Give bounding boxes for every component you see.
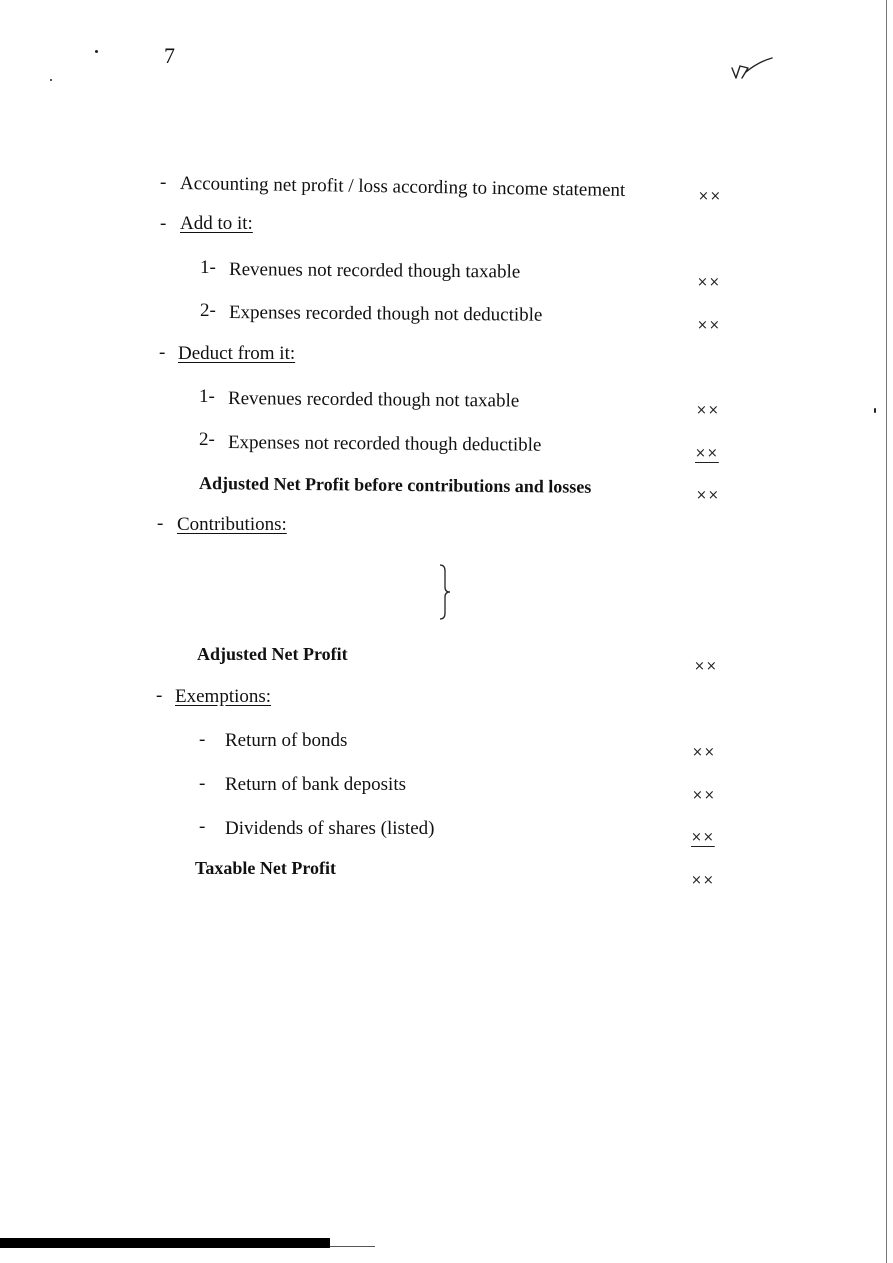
add-item-1-label: Revenues not recorded though taxable xyxy=(228,259,521,283)
exemption-item-2-label: Return of bank deposits xyxy=(225,774,407,795)
add-item-1-value: ×× xyxy=(697,275,721,290)
exemption-item-2-dash: - xyxy=(199,773,206,794)
add-heading: Add to it: xyxy=(180,213,253,234)
scan-bottom-line xyxy=(330,1246,375,1247)
margin-speck xyxy=(50,79,52,81)
add-heading-dash: - xyxy=(160,213,167,234)
deduct-item-2-value: ×× xyxy=(695,446,719,461)
margin-speck xyxy=(95,50,98,53)
deduct-item-2-label: Expenses not recorded though deductible xyxy=(227,432,542,456)
exemption-item-3-label: Dividends of shares (listed) xyxy=(225,818,435,839)
exemptions-heading-dash: - xyxy=(156,685,163,706)
deduct-item-2-number: 2- xyxy=(199,429,215,450)
handwritten-mark xyxy=(728,54,776,84)
row-accounting-value: ×× xyxy=(698,189,722,204)
taxable-net-profit-label: Taxable Net Profit xyxy=(195,858,336,878)
adjusted-net-profit-label: Adjusted Net Profit xyxy=(197,644,348,664)
deduct-item-1-number: 1- xyxy=(199,386,215,407)
exemption-item-3-value: ×× xyxy=(691,830,715,845)
add-item-2-label: Expenses recorded though not deductible xyxy=(228,302,543,326)
page-number: 7 xyxy=(164,43,175,68)
curly-brace xyxy=(436,563,456,621)
adjusted-before-contributions-label: Adjusted Net Profit before contributions and losses xyxy=(198,473,592,497)
contributions-heading: Contributions: xyxy=(177,514,287,535)
row-accounting-dash: - xyxy=(160,172,167,193)
row-accounting-label: Accounting net profit / loss according to income statement xyxy=(179,173,626,201)
deduct-heading-dash: - xyxy=(159,342,166,363)
contributions-heading-dash: - xyxy=(157,513,164,534)
deduct-item-1-label: Revenues recorded though not taxable xyxy=(227,388,520,412)
scan-bottom-bar xyxy=(0,1238,330,1248)
taxable-net-profit-value: ×× xyxy=(691,873,715,888)
exemption-item-1-label: Return of bonds xyxy=(225,730,348,751)
exemption-item-1-value: ×× xyxy=(692,745,716,760)
add-item-2-value: ×× xyxy=(697,318,721,333)
exemption-item-1-dash: - xyxy=(199,729,206,750)
adjusted-net-profit-value: ×× xyxy=(694,659,718,674)
exemption-item-2-value: ×× xyxy=(692,788,716,803)
exemptions-heading: Exemptions: xyxy=(175,686,272,707)
deduct-item-1-value: ×× xyxy=(696,403,720,418)
scan-edge-line xyxy=(886,0,887,1263)
exemption-item-3-dash: - xyxy=(199,816,206,837)
adjusted-before-contributions-value: ×× xyxy=(696,488,720,503)
deduct-heading: Deduct from it: xyxy=(178,343,296,364)
margin-speck xyxy=(874,408,876,413)
add-item-1-number: 1- xyxy=(200,257,216,278)
add-item-2-number: 2- xyxy=(200,300,216,321)
